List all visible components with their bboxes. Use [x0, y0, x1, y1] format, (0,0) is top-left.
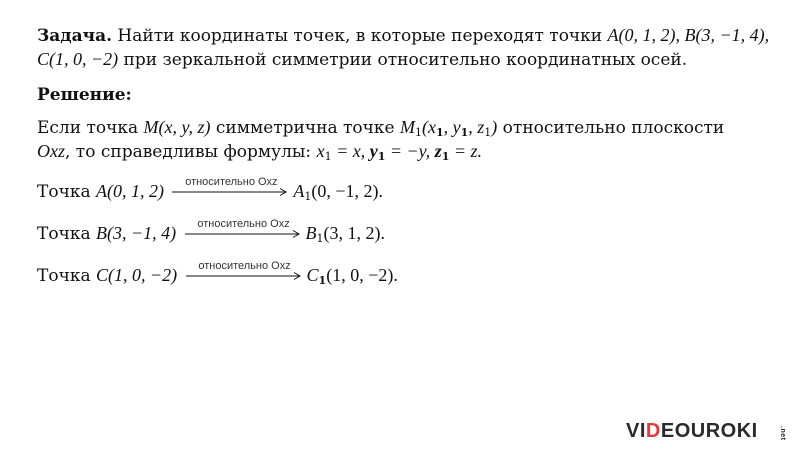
row-b-prefix: Точка	[37, 224, 96, 244]
row-b-image-coords: (3, 1, 2).	[323, 223, 386, 243]
row-b-image-letter: B	[305, 223, 317, 243]
videouroki-logo	[626, 420, 786, 443]
task-text: Найти координаты точек, в которые переходят точки	[117, 26, 603, 46]
row-a-point: A(0, 1, 2)	[95, 181, 164, 201]
logo-suffix: .net	[779, 426, 786, 441]
arrow-a-label: относительно Oxz	[185, 176, 278, 188]
arrow-b	[185, 218, 303, 244]
arrow-a	[172, 176, 290, 202]
row-c-point: C(1, 0, −2)	[95, 265, 178, 285]
row-a-image-letter: A	[293, 181, 305, 201]
formula-z-sub: 1	[441, 150, 450, 163]
m1-subscript: 1	[414, 126, 422, 139]
formula-z: = z.	[449, 141, 482, 161]
arrow-b-icon	[185, 230, 303, 238]
logo-accent: D	[645, 420, 661, 442]
m1-point-letter: M	[399, 117, 415, 137]
solution-text-4: , то справедливы формулы:	[65, 142, 317, 162]
solution-text-2: симметрична точке	[210, 118, 400, 138]
point-c-task: C(1, 0, −2)	[37, 49, 119, 69]
arrow-a-icon	[172, 188, 290, 196]
solution-text-1: Если точка	[37, 118, 144, 138]
row-b	[37, 218, 386, 245]
solution-text-3: относительно плоскости	[497, 118, 725, 138]
row-a-prefix: Точка	[37, 182, 96, 202]
logo-part-1: VI	[626, 420, 646, 442]
formula-y-sub: 1	[377, 150, 386, 163]
solution-label: Решение:	[37, 85, 132, 105]
row-c-image-letter: C	[306, 265, 319, 285]
row-a	[37, 176, 384, 203]
formula-y: = −y,	[385, 141, 435, 161]
row-c	[37, 260, 398, 287]
formula-x-sub: 1	[324, 150, 332, 163]
arrow-c-icon	[186, 272, 304, 280]
task-line-2	[37, 48, 687, 71]
point-b-task: B(3, −1, 4),	[684, 25, 770, 45]
task-line-1	[37, 24, 769, 47]
y1-subscript: 1	[460, 126, 469, 139]
row-b-sub: 1	[316, 232, 324, 245]
z1-subscript: 1	[484, 126, 492, 139]
solution-line-1: Если точка M(x, y, z) симметрична точке $M_1(x_1$, $y_1$, $z_1$) относительно плоскости	[37, 117, 725, 139]
arrow-c-label: относительно Oxz	[198, 260, 291, 272]
arrow-c	[186, 260, 304, 286]
task-label: Задача.	[37, 26, 112, 46]
row-c-image-coords: (1, 0, −2).	[326, 265, 398, 285]
point-a-task: A(0, 1, 2),	[607, 25, 685, 45]
row-a-sub: 1	[304, 190, 312, 203]
row-c-prefix: Точка	[37, 266, 96, 286]
plane-name: Oxz	[37, 141, 65, 161]
formula-x: = x,	[331, 141, 370, 161]
row-c-sub: 1	[318, 274, 327, 287]
solution-line-2: Oxz, то справедливы формулы: $x_1 = x$, $y_1 = -y$, $z_1 = z$.	[37, 141, 482, 163]
m1-coords-end: )	[491, 117, 498, 137]
m1-coords: (x	[421, 117, 436, 137]
row-b-point: B(3, −1, 4)	[95, 223, 177, 243]
m-point: M(x, y, z)	[143, 117, 211, 137]
logo-part-2: EOUROKI	[660, 420, 758, 442]
row-a-image-coords: (0, −1, 2).	[311, 181, 384, 201]
x1-subscript: 1	[435, 126, 444, 139]
arrow-b-label: относительно Oxz	[197, 218, 290, 230]
task-text-2: при зеркальной симметрии относительно координатных осей.	[118, 50, 688, 70]
